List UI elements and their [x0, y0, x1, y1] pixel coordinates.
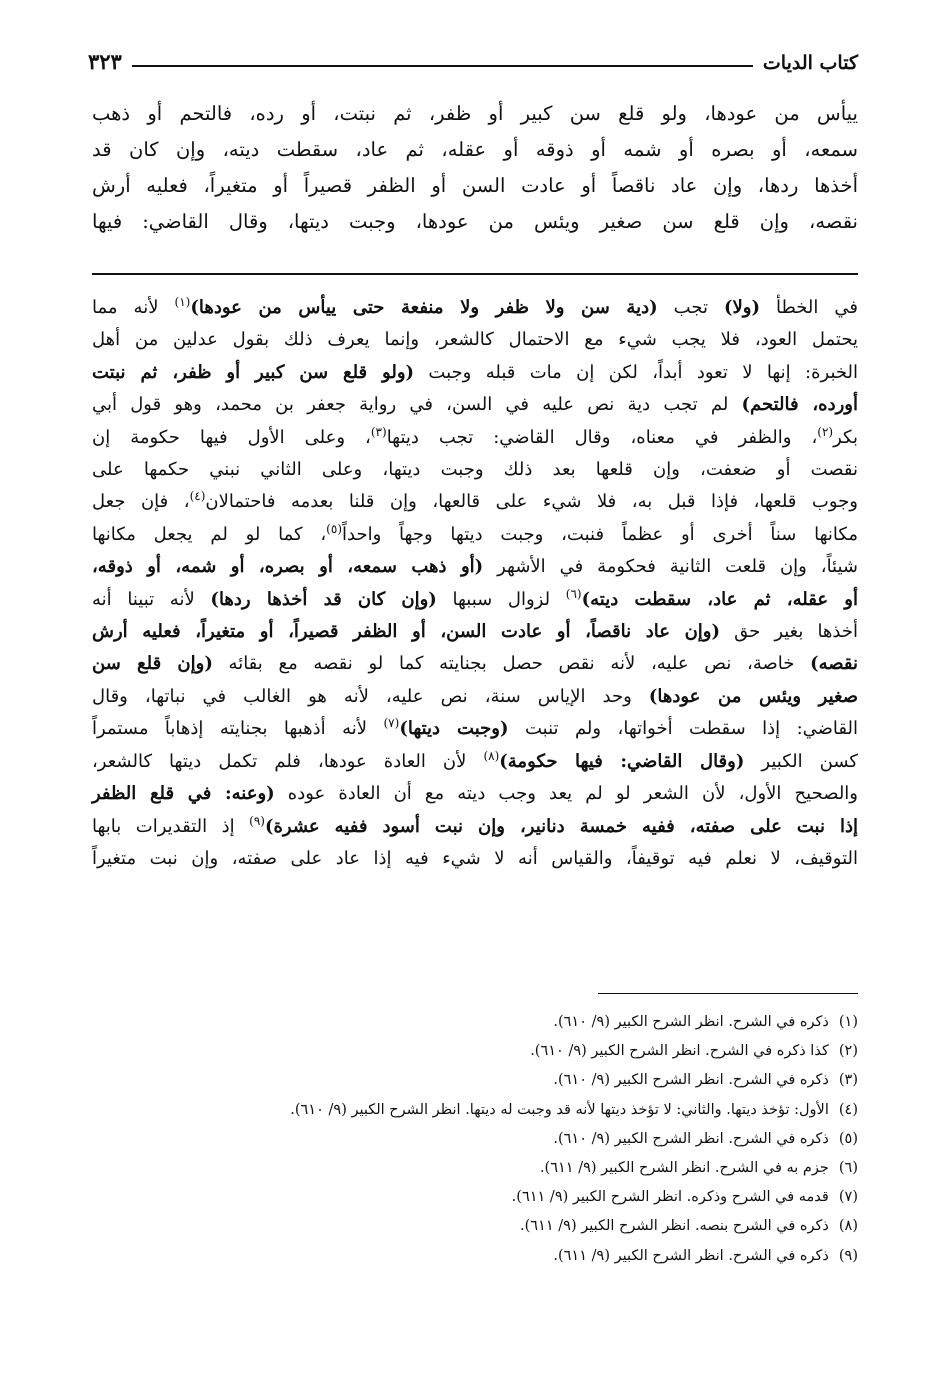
commentary-segment: ، فإن جعل: [92, 491, 190, 513]
footnote-number: (٤): [838, 1101, 858, 1118]
commentary-segment: إذ التقديرات بابها: [92, 815, 250, 837]
quoted-matn-segment: (أو ذهب سمعه، أو بصره، أو شمه، أو ذوقه،: [92, 556, 484, 578]
commentary-segment: يحتمل العود، فلا يجب شيء مع الاحتمال كالشعر، وإنما يعرف ذلك بقول عدلين من أهل: [92, 329, 858, 351]
commentary-segment: ، وعلى الأول فيها حكومة إن: [92, 426, 371, 448]
quoted-matn-segment: (ولو قلع سن كبير أو ظفر، ثم نبتت: [92, 361, 415, 383]
footnote-item: [92, 1066, 858, 1095]
commentary-line: [92, 486, 858, 518]
commentary-segment: نقصت أو ضعفت، وإن قلعها بعد ذلك وجبت ديتها، وعلى الثاني نبني حكمها على: [92, 459, 858, 481]
quoted-matn-segment: (وقال القاضي: فيها حكومة): [499, 750, 745, 772]
footnote-number: (٨): [838, 1218, 858, 1235]
footnote-item: [92, 1212, 858, 1241]
commentary-line: [92, 389, 858, 421]
quoted-matn-segment: نقصه): [810, 653, 858, 675]
footnote-ref: (٥): [326, 521, 342, 536]
quoted-matn-segment: أو عقله، ثم عاد، سقطت ديته): [581, 588, 858, 610]
commentary-segment: ، كما لو لم يجعل مكانها: [92, 523, 327, 545]
footnote-item: [92, 1154, 858, 1183]
commentary-segment: لأن العادة عودها، فلم تكمل ديتها كالشعر،: [92, 750, 484, 772]
commentary-line: [92, 778, 858, 810]
quoted-matn-segment: (وإن عاد ناقصاً، أو عادت السن، أو الظفر قصيراً، أو متغيراً، فعليه أرش: [92, 621, 721, 643]
footnote-ref: (٢): [817, 424, 834, 439]
commentary-line: [92, 681, 858, 713]
commentary-segment: القاضي: إذا سقطت أخواتها، ولم تنبت: [508, 718, 859, 740]
commentary-segment: شيئاً، وإن قلعت الثانية فحكومة في الأشهر: [483, 556, 858, 578]
commentary-segment: ، والظفر في معناه، وقال القاضي: تجب ديتها: [386, 426, 818, 448]
commentary-line: [92, 422, 858, 454]
commentary-text: [92, 292, 858, 875]
footnote-item: [92, 1242, 858, 1271]
footnote-text: ذكره في الشرح. انظر الشرح الكبير (٩/ ٦١١).: [553, 1247, 829, 1264]
footnote-number: (٦): [838, 1160, 858, 1177]
footnote-ref: (٨): [483, 748, 500, 763]
footnote-item: [92, 1183, 858, 1212]
main-text-line: سمعه، أو بصره أو شمه أو ذوقه أو عقله، ثم عاد، سقطت ديته، وإن كان قد: [92, 138, 858, 161]
footnote-item: [92, 1096, 858, 1125]
commentary-line: [92, 357, 858, 389]
quoted-matn-segment: صغير ويئس من عودها): [648, 685, 858, 707]
commentary-segment: في الخطأ: [759, 297, 859, 318]
commentary-line: [92, 648, 858, 680]
footnote-number: (٣): [838, 1072, 858, 1089]
footnote-ref: (٣): [370, 424, 387, 439]
commentary-line: [92, 292, 858, 324]
commentary-segment: تجب: [657, 297, 724, 318]
commentary-segment: وجوب قلعها، فإذا قبل به، فلا شيء على قالعها، وإن قلنا بعدمه فاحتمالان: [205, 491, 858, 513]
quoted-matn-segment: (وإن قلع سن: [92, 653, 213, 675]
footnote-text: كذا ذكره في الشرح. انظر الشرح الكبير (٩/ ٦١٠).: [530, 1043, 829, 1060]
commentary-line: [92, 746, 858, 778]
commentary-segment: والصحيح الأول، لأن الشعر لو لم يعد وجب ديته مع أن العادة عوده: [274, 783, 858, 805]
commentary-segment: وحد الإياس سنة، نص عليه، لأنه هو الغالب في نباتها، وقال: [92, 685, 649, 707]
commentary-segment: أخذها بغير حق: [720, 621, 859, 643]
page-number: ٣٢٣: [88, 49, 122, 74]
quoted-matn-segment: إذا نبت على صفته، ففيه خمسة دنانير، وإن نبت أسود ففيه عشرة): [264, 815, 859, 837]
footnote-text: الأول: تؤخذ ديتها. والثاني: لا تؤخذ ديتها لأنه قد وجبت له ديتها. انظر الشرح الكبير (٩/ ٦١٠).: [290, 1101, 829, 1118]
commentary-segment: لزوال سببها: [436, 588, 566, 610]
commentary-line: [92, 584, 858, 616]
commentary-line: [92, 324, 858, 356]
commentary-line: [92, 551, 858, 583]
footnote-text: ذكره في الشرح بنصه. انظر الشرح الكبير (٩/ ٦١١).: [519, 1218, 829, 1235]
commentary-line: [92, 713, 858, 745]
footnote-text: قدمه في الشرح وذكره. انظر الشرح الكبير (٩/ ٦١١).: [511, 1189, 829, 1206]
commentary-segment: لأنه مما: [92, 297, 175, 318]
quoted-matn-segment: (وعنه: في قلع الظفر: [92, 783, 275, 805]
commentary-line: [92, 811, 858, 843]
commentary-segment: التوقيف، لا نعلم فيه توقيفاً، والقياس أنه لا شيء فيه إذا عاد على صفته، وإن نبت متغيراً: [92, 847, 858, 869]
commentary-segment: لأنه تبينا أنه: [92, 588, 211, 610]
footnote-ref: (٦): [565, 586, 582, 601]
footnote-ref: (١): [174, 295, 191, 309]
footnote-number: (٥): [838, 1130, 858, 1147]
main-text: [92, 96, 858, 240]
commentary-line: [92, 519, 858, 551]
quoted-matn-segment: (وإن كان قد أخذها ردها): [210, 588, 437, 610]
footnote-number: (١): [838, 1014, 858, 1030]
text-separator: [92, 273, 858, 275]
quoted-matn-segment: (دية سن ولا ظفر ولا منفعة حتى ييأس من عودها): [190, 297, 658, 318]
footnote-item: [92, 1037, 858, 1066]
header-rule: [132, 65, 753, 67]
footnote-number: (٧): [838, 1189, 858, 1206]
commentary-segment: الخبرة: إنها لا تعود أبداً، لكن إن مات قبله وجبت: [414, 361, 858, 383]
footnote-text: جزم به في الشرح. انظر الشرح الكبير (٩/ ٦١١).: [539, 1160, 829, 1177]
footnote-ref: (٤): [189, 489, 206, 504]
footnote-separator: [598, 993, 858, 994]
footnote-number: (٢): [838, 1043, 858, 1060]
main-text-line: ييأس من عودها، ولو قلع سن كبير أو ظفر، ثم نبتت، أو رده، فالتحم أو ذهب: [92, 102, 858, 125]
commentary-line: [92, 616, 858, 648]
commentary-segment: لأنه أذهبها بجنايته إذهاباً مستمراً: [92, 718, 384, 740]
commentary-segment: بكر: [833, 426, 858, 448]
quoted-matn-segment: (وجبت ديتها): [399, 718, 509, 740]
commentary-segment: خاصة، نص عليه، لأنه نقص حصل بجنايته كما لو نقصه مع بقائه: [212, 653, 811, 675]
footnote-text: ذكره في الشرح. انظر الشرح الكبير (٩/ ٦١٠).: [553, 1014, 829, 1030]
footnote-number: (٩): [838, 1247, 858, 1264]
footnote-item: [92, 1125, 858, 1154]
book-title: كتاب الديات: [762, 52, 858, 74]
footnote-ref: (٧): [383, 716, 400, 731]
commentary-segment: لم تجب دية نص عليه في السن، في رواية جعفر بن محمد، وهو قول أبي: [92, 394, 742, 416]
footnote-ref: (٩): [249, 813, 265, 828]
commentary-segment: كسن الكبير: [744, 750, 858, 772]
commentary-line: [92, 454, 858, 486]
footnote-text: ذكره في الشرح. انظر الشرح الكبير (٩/ ٦١٠).: [553, 1130, 829, 1147]
quoted-matn-segment: (ولا): [723, 297, 760, 318]
commentary-segment: مكانها سناً أخرى أو عظماً فنبت، وجبت ديتها وجهاً واحداً: [342, 523, 858, 545]
commentary-line: [92, 843, 858, 875]
running-header: [88, 40, 858, 74]
footnote-text: ذكره في الشرح. انظر الشرح الكبير (٩/ ٦١٠).: [553, 1072, 829, 1089]
main-text-line: أخذها ردها، وإن عاد ناقصاً أو عادت السن أو الظفر قصيراً أو متغيراً، فعليه أرش: [92, 174, 858, 197]
main-text-line: نقصه، وإن قلع سن صغير ويئس من عودها، وجبت ديتها، وقال القاضي: فيها: [92, 210, 858, 233]
quoted-matn-segment: أورده، فالتحم): [741, 394, 859, 416]
footnote-item: [92, 1008, 858, 1037]
footnotes: [92, 1008, 858, 1271]
